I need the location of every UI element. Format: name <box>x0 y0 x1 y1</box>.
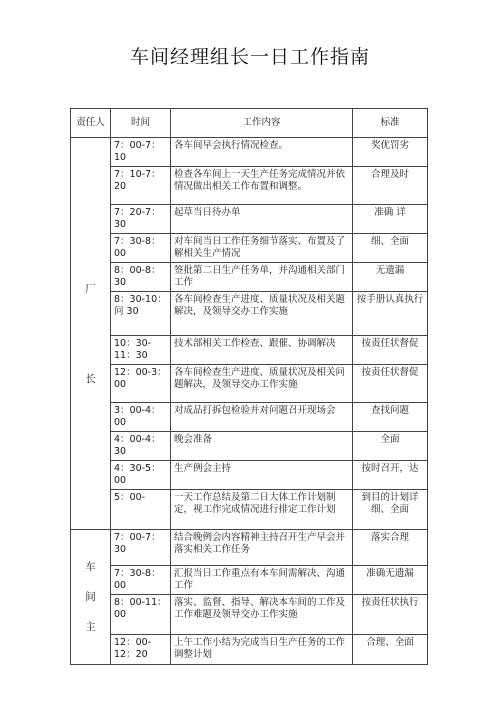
table-row <box>71 530 428 566</box>
standard-cell: 准确无遗漏 <box>353 566 428 595</box>
work-cell: 上午工作小结为完成当日生产任务的工作调整计划 <box>171 635 353 665</box>
work-cell: 对车间当日工作任务细节落实、布置及了 解相关生产情况 <box>171 234 353 263</box>
header-responsible: 责任人 <box>71 109 111 138</box>
responsible-char: 主 <box>85 621 96 633</box>
time-cell: 7：00-7：10 <box>111 138 171 167</box>
table-row <box>71 205 428 234</box>
time-cell: 7：30-8：00 <box>111 234 171 263</box>
responsible-char: 厂 <box>85 282 96 295</box>
work-cell: 对成品打拆包检验并对问题召开现场会 <box>171 403 353 432</box>
table-row <box>71 566 428 595</box>
work-cell: 检查各车间上一天生产任务完成情况并依情况做出相关工作布置和调整。 <box>171 167 353 205</box>
work-cell: 技术部相关工作检查、跟催、协调解决 <box>171 336 353 365</box>
standard-cell: 按手册认真执行 <box>353 292 428 336</box>
work-cell: 生产例会主持 <box>171 461 353 490</box>
responsible-char: 间 <box>85 591 96 603</box>
standard-cell: 奖优罚劣 <box>353 138 428 167</box>
time-cell: 12：00-12：20 <box>111 635 171 665</box>
standard-cell: 按时召开，达 <box>353 461 428 490</box>
header-work: 工作内容 <box>171 109 353 138</box>
table-row <box>71 365 428 403</box>
header-time: 时间 <box>111 109 171 138</box>
responsible-char: 车 <box>85 561 96 573</box>
table-row <box>71 490 428 530</box>
time-cell: 7：20-7：30 <box>111 205 171 234</box>
standard-cell: 无遗漏 <box>353 263 428 292</box>
time-cell: 12：00-3：00 <box>111 365 171 403</box>
work-cell: 结合晚例会内容精神主持召开生产早会并落实相关工作任务 <box>171 530 353 566</box>
responsible-char: 长 <box>85 372 96 385</box>
table-row <box>71 167 428 205</box>
standard-cell: 全面 <box>353 432 428 461</box>
table-row <box>71 635 428 665</box>
standard-cell: 按责任状执行 <box>353 595 428 635</box>
time-cell: 8：00-11：00 <box>111 595 171 635</box>
standard-cell: 到目的计划详细、全面 <box>353 490 428 530</box>
work-schedule-table <box>70 108 428 665</box>
standard-cell: 按责任状督促 <box>353 365 428 403</box>
work-cell: 各车间检查生产进度、质量状况及相关题解决，及领导交办工作实施 <box>171 292 353 336</box>
table-row <box>71 461 428 490</box>
time-cell: 10：30-11：30 <box>111 336 171 365</box>
time-cell: 4：00-4：30 <box>111 432 171 461</box>
standard-cell: 按责任状督促 <box>353 336 428 365</box>
table-row <box>71 138 428 167</box>
work-cell: 落实、监督、指导、解决本车间的工作及工作难题及领导交办工作实施 <box>171 595 353 635</box>
work-cell: 汇报当日工作重点有本车间需解决、沟通 工作 <box>171 566 353 595</box>
standard-cell: 合理及时 <box>353 167 428 205</box>
table-row <box>71 234 428 263</box>
table-row <box>71 263 428 292</box>
standard-cell: 合理、全面 <box>353 635 428 665</box>
work-cell: 起草当日待办单 <box>171 205 353 234</box>
time-cell: 7：10-7：20 <box>111 167 171 205</box>
time-cell: 4：30-5：00 <box>111 461 171 490</box>
standard-cell: 准确 详 <box>353 205 428 234</box>
time-cell: 3：00-4：00 <box>111 403 171 432</box>
work-cell: 签批第二日生产任务单，并沟通相关部门 工作 <box>171 263 353 292</box>
standard-cell: 细、全面 <box>353 234 428 263</box>
time-cell: 5：00- <box>111 490 171 530</box>
standard-cell: 查找问题 <box>353 403 428 432</box>
work-cell: 各车间早会执行情况检查。 <box>171 138 353 167</box>
work-cell: 各车间检查生产进度、质量状况及相关问 题解决，及领导交办工作实施 <box>171 365 353 403</box>
time-cell: 8：00-8：30 <box>111 263 171 292</box>
table-row <box>71 432 428 461</box>
time-cell: 8：30-10：问 30 <box>111 292 171 336</box>
table-row <box>71 403 428 432</box>
page-title: 车间经理组长一日工作指南 <box>129 46 370 68</box>
responsible-factory-director <box>71 138 111 530</box>
table-row <box>71 336 428 365</box>
table-row <box>71 595 428 635</box>
table-row <box>71 292 428 336</box>
responsible-workshop-director <box>71 530 111 665</box>
table-header-row <box>71 109 428 138</box>
header-standard: 标准 <box>353 109 428 138</box>
work-cell: 晚会准备 <box>171 432 353 461</box>
time-cell: 7：30-8：00 <box>111 566 171 595</box>
work-cell: 一天工作总结及第二日大体工作计划制定，视工作完成情况进行排定工作计划 <box>171 490 353 530</box>
standard-cell: 落实合理 <box>353 530 428 566</box>
time-cell: 7：00-7：30 <box>111 530 171 566</box>
